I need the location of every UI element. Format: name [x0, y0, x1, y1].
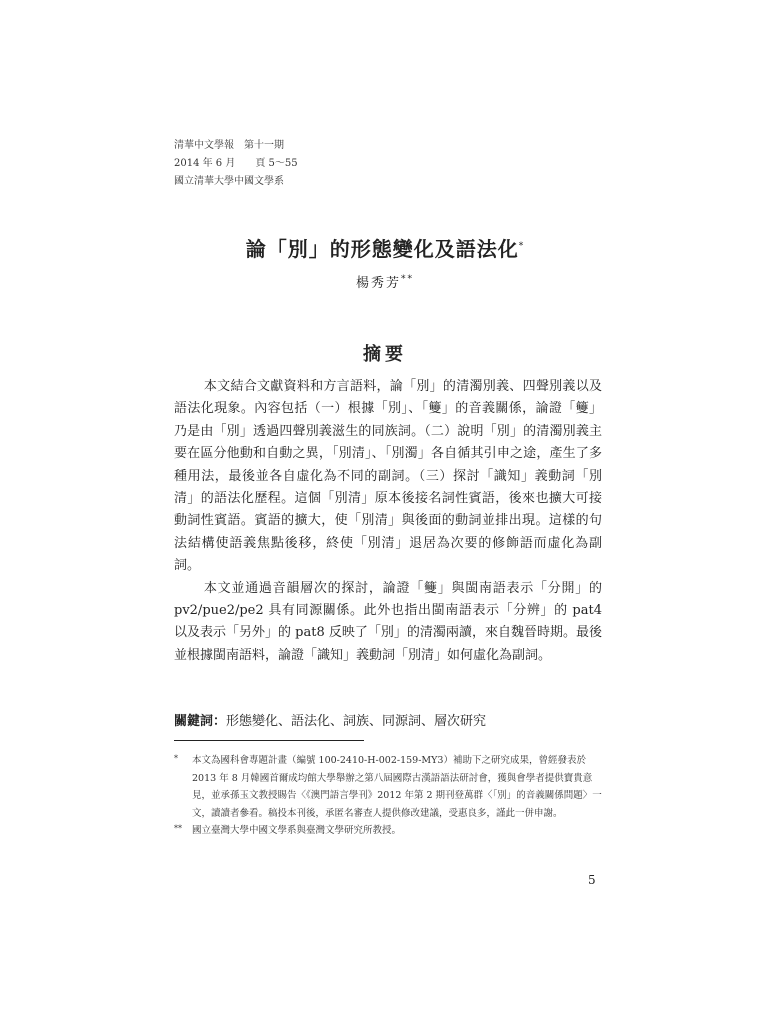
- footnote-marker: **: [174, 824, 182, 833]
- author-footnote-marker: **: [401, 274, 414, 285]
- keywords-label: 關鍵詞：: [174, 714, 227, 729]
- publication-date-pages: 2014 年 6 月 頁 5～55: [174, 158, 298, 169]
- keywords-list: 形態變化、語法化、詞族、同源詞、層次研究: [226, 714, 487, 729]
- publisher: 國立清華大學中國文學系: [174, 176, 284, 187]
- author: [0, 272, 770, 291]
- footnote: [174, 752, 604, 822]
- abstract-paragraph: 本文結合文獻資料和方言語料，論「別」的清濁別義、四聲別義以及語法化現象。內容包括（一）根據「別」、「䉶」的音義關係，論證「䉶」乃是由「別」透過四聲別義滋生的同族詞。（二）說明「別」的清濁別義主要在區分他動和自動之異，「別清」、「別濁」各自循其引申之途，產生了多種用法，最後並各自虛化為不同的副詞。（三）探討「識知」義動詞「別清」的語法化歷程。這個「別清」原本後接名詞性賓語，後來也擴大可接動詞性賓語。賓語的擴大，使「別清」與後面的動詞並排出現。這樣的句法結構使語義焦點後移，終使「別清」退居為次要的修飾語而虛化為副詞。: [174, 379, 602, 574]
- title-footnote-marker: *: [518, 241, 525, 252]
- article-title: [0, 233, 770, 262]
- journal-header: [174, 137, 298, 191]
- journal-issue: 清華中文學報 第十一期: [174, 140, 284, 151]
- footnotes: [174, 752, 604, 840]
- footnote-marker: *: [174, 754, 178, 763]
- keywords: [174, 711, 604, 733]
- footnote-text: 本文為國科會專題計畫（編號 100-2410-H-002-159-MY3）補助下之研究成果，曾經發表於 2013 年 8 月韓國首爾成均館大學舉辦之第八屆國際古漢語語法研討會，獲與會學者提供寶貴意見，並承孫玉文教授賜告〈《澳門語言學刊》2012 年第 2 期刊登萬群〈「別」的音義關係問題〉一文，讀讀者參看。稿投本刊後，承匿名審查人提供修改建議，受惠良多，謹此一併申謝。: [192, 755, 602, 819]
- abstract-heading: 摘要: [363, 344, 407, 365]
- author-name: 楊秀芳: [355, 276, 401, 291]
- footnote: [174, 822, 604, 840]
- article-title-text: 論「別」的形態變化及語法化: [245, 237, 519, 261]
- abstract-body: [174, 376, 602, 667]
- page-number: 5: [588, 873, 596, 887]
- footnote-divider: [174, 740, 364, 741]
- footnote-text: 國立臺灣大學中國文學系與臺灣文學研究所教授。: [192, 825, 402, 836]
- abstract-paragraph: 本文並通過音韻層次的探討，論證「䉶」與閩南語表示「分開」的 pv2/pue2/pe2 具有同源關係。此外也指出閩南語表示「分辨」的 pat4 以及表示「另外」的 pat8 反映了「別」的清濁兩讀，來自魏晉時期。最後並根據閩南語料，論證「識知」義動詞「別清」如何虛化為副詞。: [174, 580, 602, 663]
